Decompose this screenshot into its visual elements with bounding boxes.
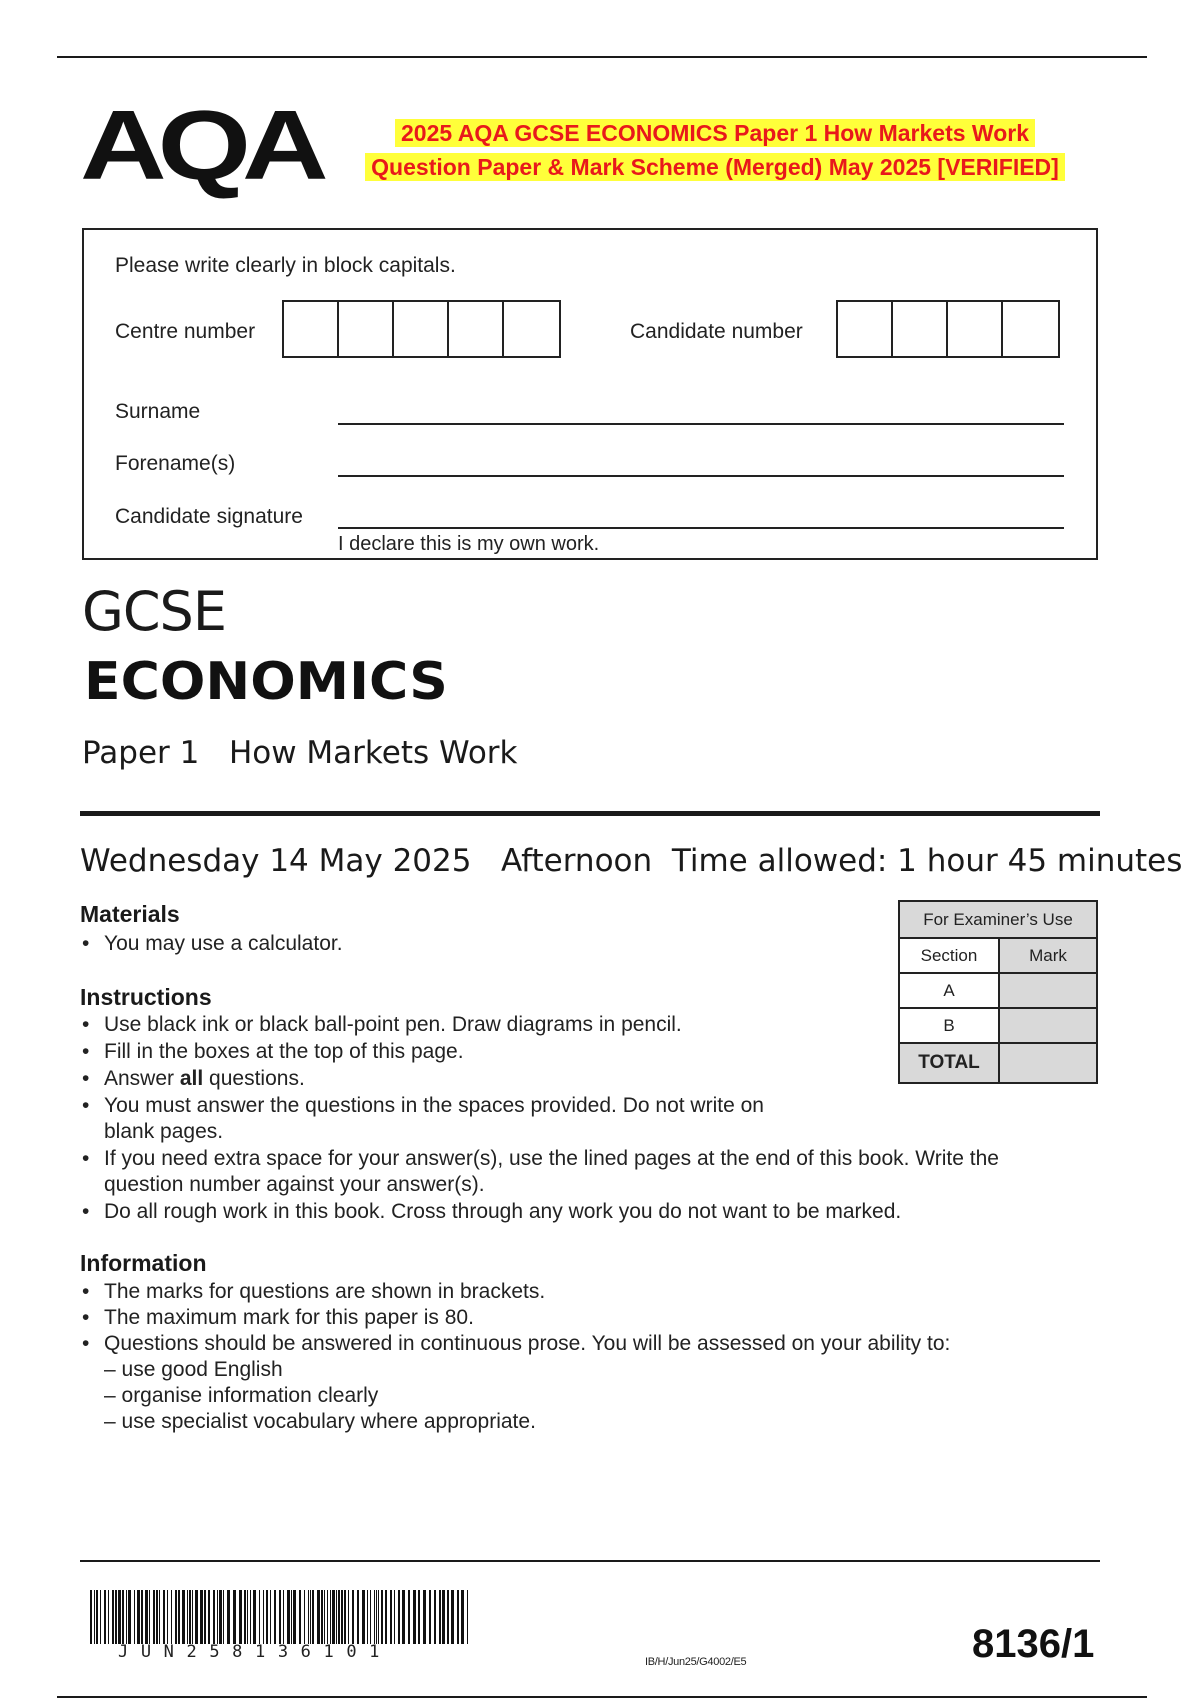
list-item: • You may use a calculator. bbox=[80, 931, 840, 957]
materials-heading: Materials bbox=[80, 901, 180, 927]
barcode-bar bbox=[239, 1590, 242, 1644]
total-mark-cell[interactable] bbox=[999, 1043, 1097, 1083]
verified-banner bbox=[350, 118, 1080, 186]
footer-rule bbox=[80, 1560, 1100, 1562]
barcode-bar bbox=[385, 1590, 387, 1644]
sub-item: – use good English bbox=[104, 1358, 283, 1381]
information-line: Questions should be answered in continuous prose. You will be assessed on your ability to: bbox=[104, 1332, 951, 1355]
barcode-bar bbox=[447, 1590, 449, 1644]
barcode-bar bbox=[378, 1590, 379, 1644]
barcode-bar bbox=[270, 1590, 271, 1644]
barcode-bar bbox=[362, 1590, 365, 1644]
list-item bbox=[80, 1331, 1080, 1435]
barcode-bar bbox=[376, 1590, 377, 1644]
barcode-bar bbox=[217, 1590, 218, 1644]
exam-time-of-day: Afternoon bbox=[501, 843, 653, 879]
barcode-bar bbox=[394, 1590, 395, 1644]
barcode-bar bbox=[259, 1590, 260, 1644]
barcode-bar bbox=[274, 1590, 276, 1644]
examiner-table-title: For Examiner’s Use bbox=[899, 901, 1097, 938]
barcode-bar bbox=[299, 1590, 301, 1644]
barcode-bar bbox=[321, 1590, 323, 1644]
barcode-bar bbox=[451, 1590, 454, 1644]
barcode-bar bbox=[408, 1590, 410, 1644]
sub-item: – use specialist vocabulary where appropriate. bbox=[104, 1410, 536, 1433]
barcode-bar bbox=[244, 1590, 246, 1644]
barcode-bar bbox=[336, 1590, 337, 1644]
barcode-bar bbox=[94, 1590, 95, 1644]
barcode-bar bbox=[171, 1590, 172, 1644]
barcode-bar bbox=[312, 1590, 314, 1644]
banner-line-2: Question Paper & Mark Scheme (Merged) May 2025 [VERIFIED] bbox=[365, 153, 1065, 181]
barcode-bar bbox=[115, 1590, 117, 1644]
paper-code: 8136/1 bbox=[972, 1622, 1095, 1666]
barcode-bar bbox=[467, 1590, 468, 1644]
answer-all-pre: Answer bbox=[104, 1067, 180, 1090]
barcode-bar bbox=[279, 1590, 281, 1644]
barcode-bar bbox=[287, 1590, 290, 1644]
banner-line-1: 2025 AQA GCSE ECONOMICS Paper 1 How Markets Work bbox=[395, 119, 1035, 147]
barcode-bar bbox=[167, 1590, 168, 1644]
list-item: • Use black ink or black ball-point pen. Draw diagrams in pencil. bbox=[80, 1012, 1080, 1038]
mark-column-header: Mark bbox=[999, 938, 1097, 973]
barcode-bar bbox=[310, 1590, 311, 1644]
barcode-bar bbox=[381, 1590, 383, 1644]
candidate-digit-box[interactable] bbox=[893, 302, 948, 356]
barcode-bar bbox=[293, 1590, 296, 1644]
barcode-bar bbox=[153, 1590, 155, 1644]
surname-line[interactable] bbox=[338, 423, 1064, 425]
barcode-bar bbox=[219, 1590, 222, 1644]
list-item: • The marks for questions are shown in brackets. bbox=[80, 1279, 1080, 1305]
barcode-bar bbox=[104, 1590, 106, 1644]
answer-all-post: questions. bbox=[203, 1067, 305, 1090]
answer-all-bold: all bbox=[179, 1067, 204, 1090]
barcode-bar bbox=[227, 1590, 230, 1644]
barcode-bar bbox=[263, 1590, 264, 1644]
instruction-line: blank pages. bbox=[104, 1120, 224, 1143]
candidate-number-boxes[interactable] bbox=[836, 300, 1060, 358]
centre-number-boxes[interactable] bbox=[282, 300, 561, 358]
aqa-logo: AQA bbox=[80, 90, 320, 201]
barcode bbox=[90, 1590, 474, 1644]
paper-reference: IB/H/Jun25/G4002/E5 bbox=[645, 1656, 747, 1668]
centre-digit-box[interactable] bbox=[394, 302, 449, 356]
barcode-bar bbox=[457, 1590, 459, 1644]
barcode-number: JUN258136101 bbox=[118, 1642, 393, 1662]
barcode-bar bbox=[266, 1590, 268, 1644]
barcode-bar bbox=[434, 1590, 436, 1644]
list-item: • If you need extra space for your answer(s), use the lined pages at the end of this book. Write the question number against your answer(s). bbox=[80, 1146, 1080, 1198]
barcode-bar bbox=[338, 1590, 340, 1644]
instruction-line: You must answer the questions in the spaces provided. Do not write on bbox=[104, 1094, 764, 1117]
top-rule bbox=[57, 56, 1147, 58]
barcode-bar bbox=[374, 1590, 375, 1644]
barcode-bar bbox=[182, 1590, 185, 1644]
barcode-bar bbox=[442, 1590, 445, 1644]
total-label: TOTAL bbox=[899, 1043, 999, 1083]
barcode-bar bbox=[348, 1590, 349, 1644]
barcode-bar bbox=[159, 1590, 160, 1644]
declaration-text: I declare this is my own work. bbox=[338, 533, 600, 555]
centre-digit-box[interactable] bbox=[504, 302, 559, 356]
barcode-bar bbox=[90, 1590, 92, 1644]
barcode-bar bbox=[332, 1590, 335, 1644]
barcode-bar bbox=[247, 1590, 248, 1644]
barcode-bar bbox=[112, 1590, 114, 1644]
barcode-bar bbox=[291, 1590, 292, 1644]
barcode-bar bbox=[128, 1590, 131, 1644]
candidate-digit-box[interactable] bbox=[838, 302, 893, 356]
barcode-bar bbox=[423, 1590, 426, 1644]
barcode-bar bbox=[134, 1590, 135, 1644]
barcode-bar bbox=[192, 1590, 193, 1644]
barcode-bar bbox=[204, 1590, 206, 1644]
barcode-bar bbox=[429, 1590, 431, 1644]
signature-label: Candidate signature bbox=[115, 505, 303, 528]
barcode-bar bbox=[178, 1590, 180, 1644]
barcode-bar bbox=[461, 1590, 464, 1644]
instructions-heading: Instructions bbox=[80, 984, 212, 1010]
paper-title bbox=[82, 735, 518, 771]
barcode-bar bbox=[223, 1590, 224, 1644]
candidate-number-label: Candidate number bbox=[630, 320, 803, 343]
barcode-bar bbox=[253, 1590, 256, 1644]
candidate-digit-box[interactable] bbox=[948, 302, 1003, 356]
centre-digit-box[interactable] bbox=[339, 302, 394, 356]
bottom-rule bbox=[57, 1696, 1147, 1698]
barcode-bar bbox=[439, 1590, 441, 1644]
barcode-bar bbox=[137, 1590, 140, 1644]
subject-title: ECONOMICS bbox=[84, 652, 448, 712]
section-cell: A bbox=[899, 973, 999, 1008]
paper-name: How Markets Work bbox=[228, 735, 518, 771]
barcode-bar bbox=[187, 1590, 188, 1644]
barcode-bar bbox=[304, 1590, 305, 1644]
paper-number: Paper 1 bbox=[82, 735, 200, 771]
barcode-bar bbox=[324, 1590, 325, 1644]
barcode-bar bbox=[149, 1590, 150, 1644]
qualification-title: GCSE bbox=[82, 580, 226, 643]
barcode-bar bbox=[317, 1590, 320, 1644]
list-item: • The maximum mark for this paper is 80. bbox=[80, 1305, 1080, 1331]
barcode-bar bbox=[250, 1590, 251, 1644]
signature-line[interactable] bbox=[338, 527, 1064, 529]
barcode-bar bbox=[126, 1590, 127, 1644]
barcode-bar bbox=[390, 1590, 392, 1644]
time-allowed: Time allowed: 1 hour 45 minutes bbox=[671, 843, 1183, 879]
barcode-bar bbox=[118, 1590, 121, 1644]
barcode-bar bbox=[156, 1590, 158, 1644]
barcode-bar bbox=[283, 1590, 284, 1644]
barcode-bar bbox=[233, 1590, 236, 1644]
barcode-bar bbox=[418, 1590, 420, 1644]
candidate-details-box bbox=[82, 228, 1098, 560]
barcode-bar bbox=[344, 1590, 346, 1644]
mark-cell[interactable] bbox=[999, 1008, 1097, 1043]
materials-list bbox=[80, 931, 840, 957]
sub-item: – organise information clearly bbox=[104, 1384, 379, 1407]
barcode-bar bbox=[195, 1590, 198, 1644]
barcode-bar bbox=[208, 1590, 210, 1644]
barcode-bar bbox=[398, 1590, 400, 1644]
barcode-bar bbox=[330, 1590, 331, 1644]
surname-label: Surname bbox=[115, 400, 201, 423]
barcode-bar bbox=[175, 1590, 177, 1644]
barcode-bar bbox=[370, 1590, 371, 1644]
barcode-bar bbox=[352, 1590, 354, 1644]
barcode-bar bbox=[163, 1590, 165, 1644]
section-column-header: Section bbox=[899, 938, 999, 973]
section-cell: B bbox=[899, 1008, 999, 1043]
barcode-bar bbox=[145, 1590, 148, 1644]
barcode-bar bbox=[96, 1590, 98, 1644]
list-item: • Do all rough work in this book. Cross through any work you do not want to be marked. bbox=[80, 1199, 1080, 1225]
barcode-bar bbox=[122, 1590, 124, 1644]
title-divider bbox=[80, 811, 1100, 816]
barcode-bar bbox=[327, 1590, 328, 1644]
mark-cell[interactable] bbox=[999, 973, 1097, 1008]
forenames-line[interactable] bbox=[338, 475, 1064, 477]
information-heading: Information bbox=[80, 1250, 207, 1276]
barcode-bar bbox=[189, 1590, 191, 1644]
barcode-bar bbox=[200, 1590, 203, 1644]
candidate-digit-box[interactable] bbox=[1003, 302, 1058, 356]
information-list bbox=[80, 1279, 1080, 1435]
examiner-use-table bbox=[898, 900, 1098, 1084]
list-item bbox=[80, 1093, 1080, 1145]
barcode-bar bbox=[341, 1590, 343, 1644]
exam-session bbox=[80, 843, 1182, 879]
forenames-label: Forename(s) bbox=[115, 452, 236, 475]
exam-date: Wednesday 14 May 2025 bbox=[80, 843, 472, 879]
barcode-bar bbox=[308, 1590, 309, 1644]
barcode-bar bbox=[141, 1590, 143, 1644]
barcode-bar bbox=[367, 1590, 368, 1644]
barcode-bar bbox=[213, 1590, 215, 1644]
barcode-bar bbox=[108, 1590, 109, 1644]
list-item: • Fill in the boxes at the top of this page. bbox=[80, 1039, 1080, 1065]
centre-digit-box[interactable] bbox=[449, 302, 504, 356]
block-capitals-instruction: Please write clearly in block capitals. bbox=[115, 254, 456, 277]
centre-digit-box[interactable] bbox=[284, 302, 339, 356]
barcode-bar bbox=[402, 1590, 405, 1644]
barcode-bar bbox=[357, 1590, 359, 1644]
centre-number-label: Centre number bbox=[115, 320, 256, 343]
barcode-bar bbox=[100, 1590, 101, 1644]
barcode-bar bbox=[413, 1590, 416, 1644]
